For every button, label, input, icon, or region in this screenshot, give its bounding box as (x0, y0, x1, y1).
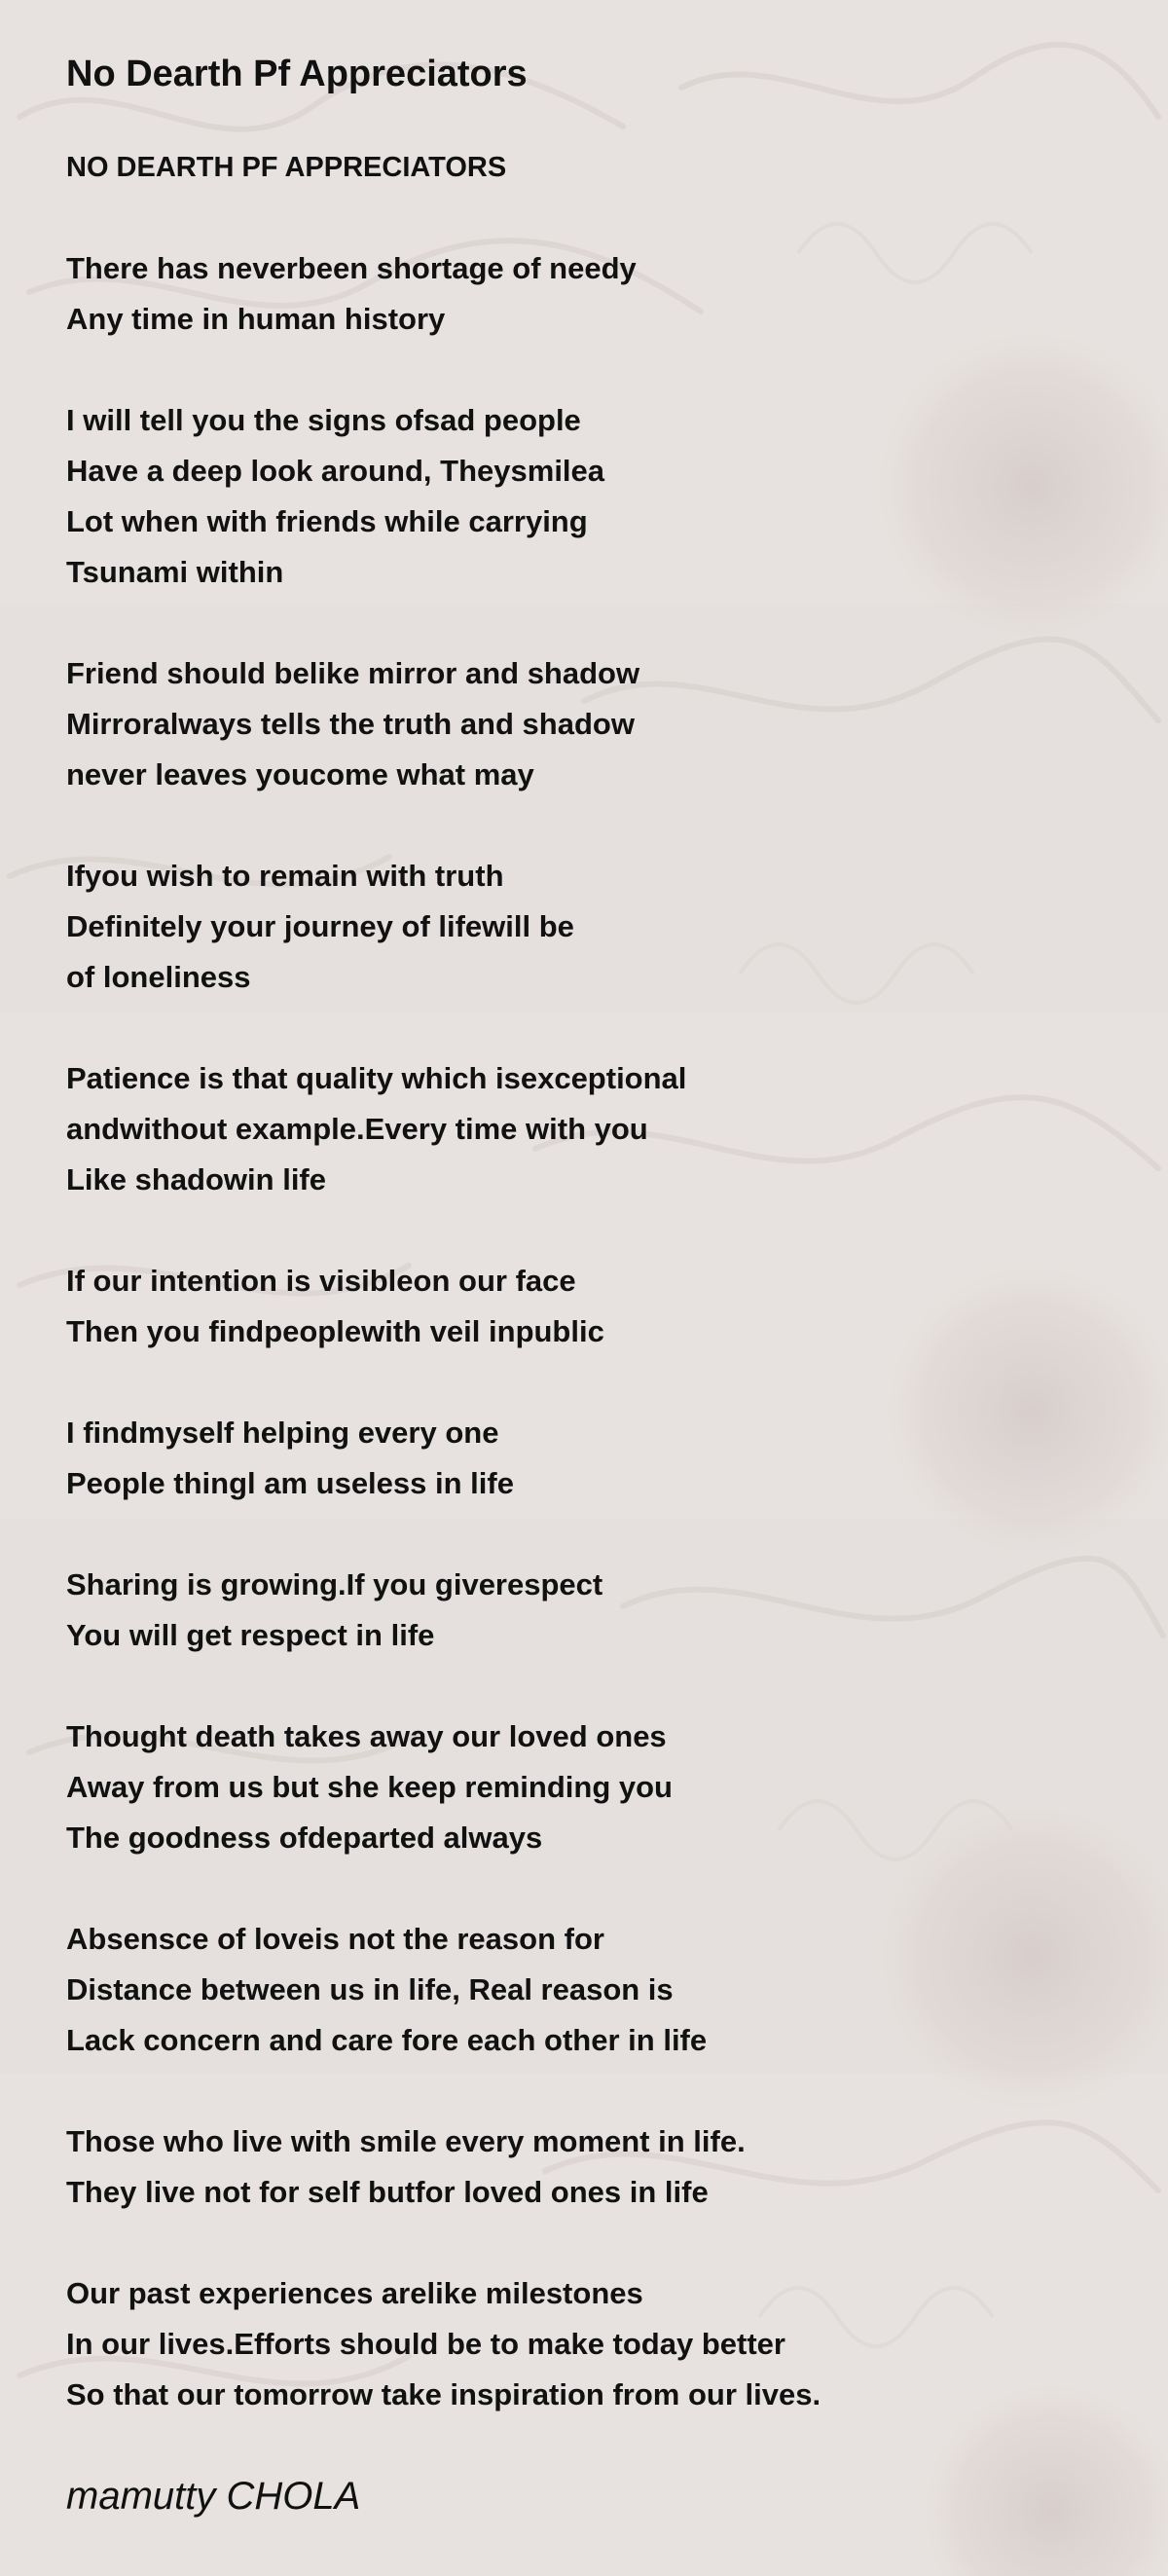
poem-stanza (66, 1711, 1117, 1863)
poem-line: Tsunami within (66, 555, 284, 589)
poem-heading: NO DEARTH PF APPRECIATORS (66, 152, 507, 183)
poem-line: Those who live with smile every moment in life. (66, 2124, 746, 2158)
poem-line: People thingl am useless in life (66, 1466, 514, 1500)
poem-line: of loneliness (66, 960, 251, 994)
poem-line: So that our tomorrow take inspiration from our lives. (66, 2377, 821, 2411)
poem-line: In our lives.Efforts should be to make today better (66, 2327, 785, 2361)
poem-line: never leaves youcome what may (66, 757, 534, 791)
poem-line: Then you findpeoplewith veil inpublic (66, 1314, 604, 1348)
poem-line: There has neverbeen shortage of needy (66, 251, 637, 285)
poem-line: Thought death takes away our loved ones (66, 1719, 667, 1753)
poem-stanza (66, 395, 1117, 598)
poem-line: Have a deep look around, Theysmilea (66, 454, 605, 488)
poem-line: If our intention is visibleon our face (66, 1264, 576, 1298)
poem-line: Distance between us in life, Real reason is (66, 1972, 674, 2006)
poem-stanza (66, 648, 1117, 800)
poem-line: andwithout example.Every time with you (66, 1112, 648, 1146)
poem-stanza (66, 2268, 1117, 2420)
poem-line: Ifyou wish to remain with truth (66, 859, 504, 893)
poem-line: Lack concern and care fore each other in life (66, 2023, 708, 2057)
poem-line: Patience is that quality which isexceptional (66, 1061, 687, 1095)
poem-line: You will get respect in life (66, 1618, 435, 1652)
poem-container (66, 51, 1117, 2521)
poem-line: Mirroralways tells the truth and shadow (66, 707, 635, 741)
poem-line: I will tell you the signs ofsad people (66, 403, 581, 437)
poem-body (66, 243, 1117, 2420)
poem-stanza (66, 851, 1117, 1003)
poem-line: Absensce of loveis not the reason for (66, 1922, 604, 1956)
poem-stanza (66, 1256, 1117, 1357)
poem-line: They live not for self butfor loved ones in life (66, 2175, 709, 2209)
poem-stanza (66, 1560, 1117, 1661)
poem-line: Definitely your journey of lifewill be (66, 909, 574, 943)
poem-title: No Dearth Pf Appreciators (66, 54, 528, 94)
poem-line: Like shadowin life (66, 1162, 326, 1196)
poem-stanza (66, 2116, 1117, 2218)
poem-line: Friend should belike mirror and shadow (66, 656, 640, 690)
poem-line: Away from us but she keep reminding you (66, 1770, 673, 1804)
poem-line: The goodness ofdeparted always (66, 1821, 543, 1855)
poem-line: Sharing is growing.If you giverespect (66, 1567, 603, 1601)
poem-line: I findmyself helping every one (66, 1416, 499, 1450)
poem-line: Lot when with friends while carrying (66, 504, 588, 538)
poem-line: Our past experiences arelike milestones (66, 2276, 643, 2310)
poem-stanza (66, 1408, 1117, 1509)
poem-author: mamutty CHOLA (66, 2475, 361, 2518)
poem-stanza (66, 1914, 1117, 2066)
poem-stanza (66, 1053, 1117, 1205)
poem-stanza (66, 243, 1117, 345)
poem-line: Any time in human history (66, 302, 446, 336)
